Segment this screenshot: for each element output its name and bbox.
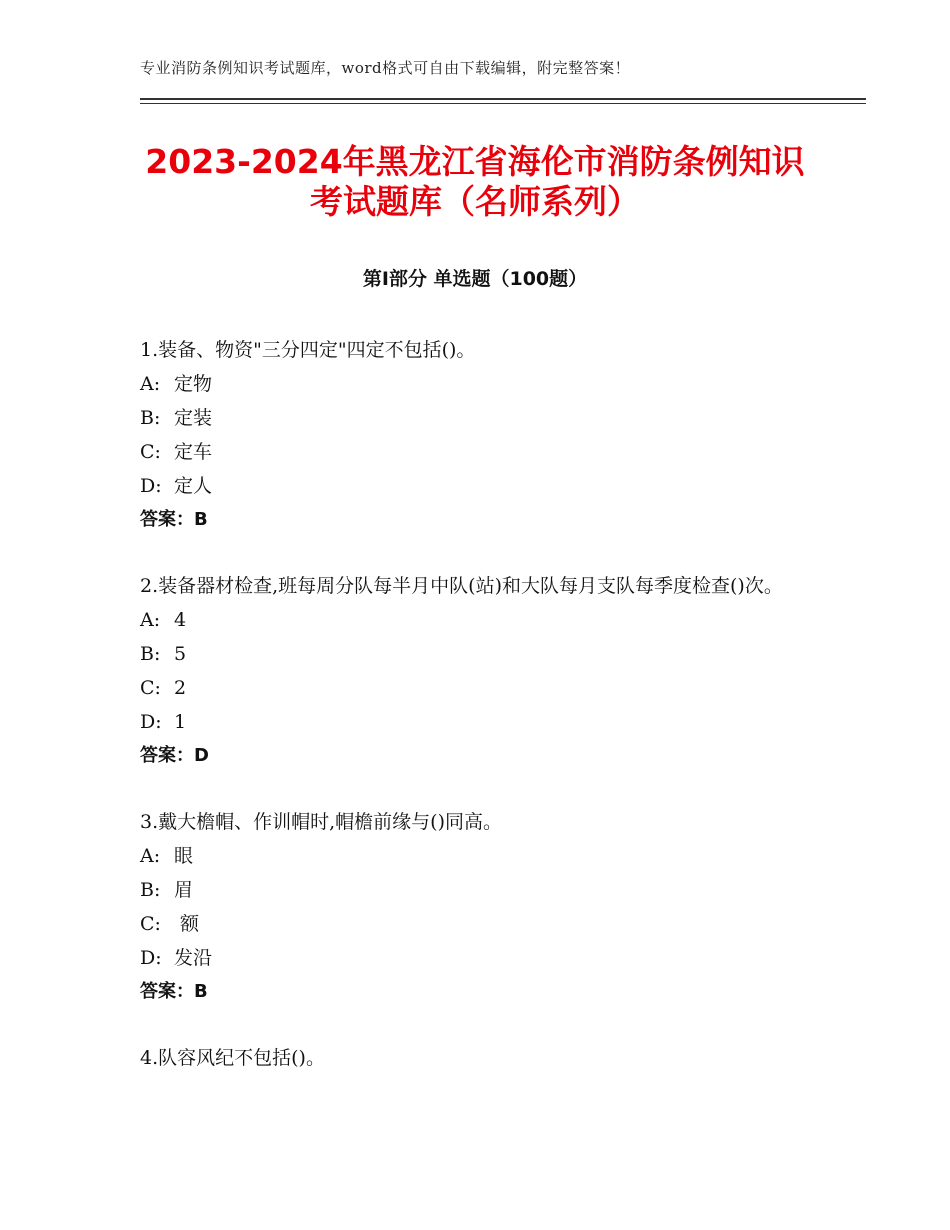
option-text: 定车 — [174, 441, 213, 463]
option-a — [140, 603, 820, 637]
option-text: 定物 — [174, 373, 213, 395]
option-c — [140, 435, 820, 469]
question-1 — [140, 333, 820, 537]
option-text: 1 — [174, 711, 187, 733]
option-text: 眉 — [174, 879, 194, 901]
option-key: B: — [140, 407, 161, 429]
option-text: 额 — [174, 913, 200, 935]
question-stem: 2.装备器材检查,班每周分队每半月中队(站)和大队每月支队每季度检查()次。 — [140, 575, 783, 597]
option-text: 定装 — [174, 407, 213, 429]
answer-line: 答案：B — [140, 509, 208, 530]
header-rule-thick — [140, 98, 866, 100]
question-4 — [140, 1041, 820, 1075]
option-d — [140, 941, 820, 975]
title-line-2: 考试题库（名师系列） — [310, 182, 640, 221]
option-key: C: — [140, 677, 161, 699]
option-key: A: — [140, 609, 161, 631]
answer-line: 答案：D — [140, 745, 209, 766]
option-key: C: — [140, 913, 161, 935]
question-list — [140, 333, 820, 1107]
option-d — [140, 469, 820, 503]
option-key: A: — [140, 373, 161, 395]
section-title: 第Ⅰ部分 单选题（100题） — [362, 268, 588, 290]
question-3 — [140, 805, 820, 1009]
question-2 — [140, 569, 820, 773]
document-title — [120, 142, 830, 222]
option-b — [140, 637, 820, 671]
option-text: 发沿 — [174, 947, 213, 969]
option-text: 4 — [174, 609, 187, 631]
question-stem: 4.队容风纪不包括()。 — [140, 1047, 325, 1069]
option-key: D: — [140, 947, 162, 969]
question-stem: 3.戴大檐帽、作训帽时,帽檐前缘与()同高。 — [140, 811, 502, 833]
option-c — [140, 907, 820, 941]
option-text: 眼 — [174, 845, 194, 867]
option-text: 5 — [174, 643, 187, 665]
answer-line: 答案：B — [140, 981, 208, 1002]
option-text: 2 — [174, 677, 187, 699]
option-a — [140, 839, 820, 873]
header-note: 专业消防条例知识考试题库，word格式可自由下载编辑，附完整答案！ — [140, 59, 631, 77]
option-text: 定人 — [174, 475, 213, 497]
option-key: B: — [140, 643, 161, 665]
option-key: D: — [140, 475, 162, 497]
option-a — [140, 367, 820, 401]
option-b — [140, 873, 820, 907]
option-key: B: — [140, 879, 161, 901]
question-stem: 1.装备、物资"三分四定"四定不包括()。 — [140, 339, 476, 361]
title-line-1: 2023-2024年黑龙江省海伦市消防条例知识 — [145, 142, 805, 181]
option-d — [140, 705, 820, 739]
option-c — [140, 671, 820, 705]
option-key: D: — [140, 711, 162, 733]
header-rule-thin — [140, 103, 866, 104]
option-key: A: — [140, 845, 161, 867]
option-key: C: — [140, 441, 161, 463]
option-b — [140, 401, 820, 435]
